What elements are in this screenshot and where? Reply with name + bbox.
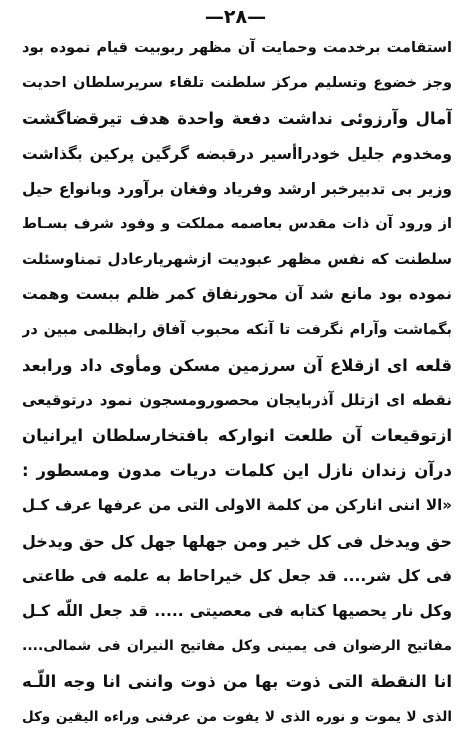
text-line: سلطنت که نفس مظهر عبودیت ازشهریارعادل تمناوسئلت [22,250,452,269]
text-line: وزیر بی تدبیرخبر ارشد وفریاد وفغان برآورد وبانواع حیل [22,179,452,198]
quote-line: فی کل شر.... قد جعل کل خیراحاط به علمه فی طاعتی [22,566,452,585]
quote-line: حق ویدخل فی کل خیر ومن جهلها جهل کل حق ویدخل [22,531,452,551]
quote-line: وکل نار یحصیها کتابه فی معصیتی ..... قد جعل اللّه کـل [22,602,452,620]
quote-line: انا النقطة التی ذوت بها من ذوت واننی انا وجه اللّـه [22,672,452,692]
text-line: بگماشت وآرام نگرفت تا آنکه محبوب آفاق رابظلمی مبین در [22,321,452,338]
text-line: نموده بود مانع شد آن محورنفاق کمر ظلم ببست وهمت [22,285,452,304]
text-line: قلعه ای ازقلاع آن سرزمین مسکن ومأوی داد ورابعد [22,355,452,375]
text-line: ازتوقیعات آن طلعت انوارکه بافتخارسلطان ایرانیان [22,426,452,446]
quote-line: الذی لا یموت و نوره الذی لا یفوت من عرفنی وراءه الیقین وکل [22,708,452,725]
text-line: نقطه ای ازتلل آذربایجان محصورومسجون نمود درتوقیعی [22,390,452,409]
text-line: استقامت برخدمت وحمایت آن مظهر ربوبیت قیام نموده بود [22,40,452,56]
body-text [22,31,452,735]
page-number: —۲۸— [204,6,267,28]
text-line: آمال وآرزوئی نداشت دفعة واحدة هدف تیرقضاگشت [22,109,452,129]
text-line: درآن زندان نازل این کلمات دریات مدون ومسطور : [22,461,452,481]
quote-line: مفاتیح الرضوان فی یمینی وکل مفاتیح النیران فی شمالی.... [22,638,452,655]
text-line: وجز خضوع وتسلیم مرکز سلطنت تلقاء سریرسلطان احدیت [22,75,452,92]
text-line: ومخدوم جلیل خودراأسیر درقبضه گرگین پرکین بگذاشت [22,144,452,163]
text-line: از ورود آن ذات مقدس بعاصمه مملکت و وفود شرف بسـاط [22,215,452,232]
quote-line: «الا اننی انارکن من کلمة الاولی التی من عرفها عرف کـل [22,496,452,515]
